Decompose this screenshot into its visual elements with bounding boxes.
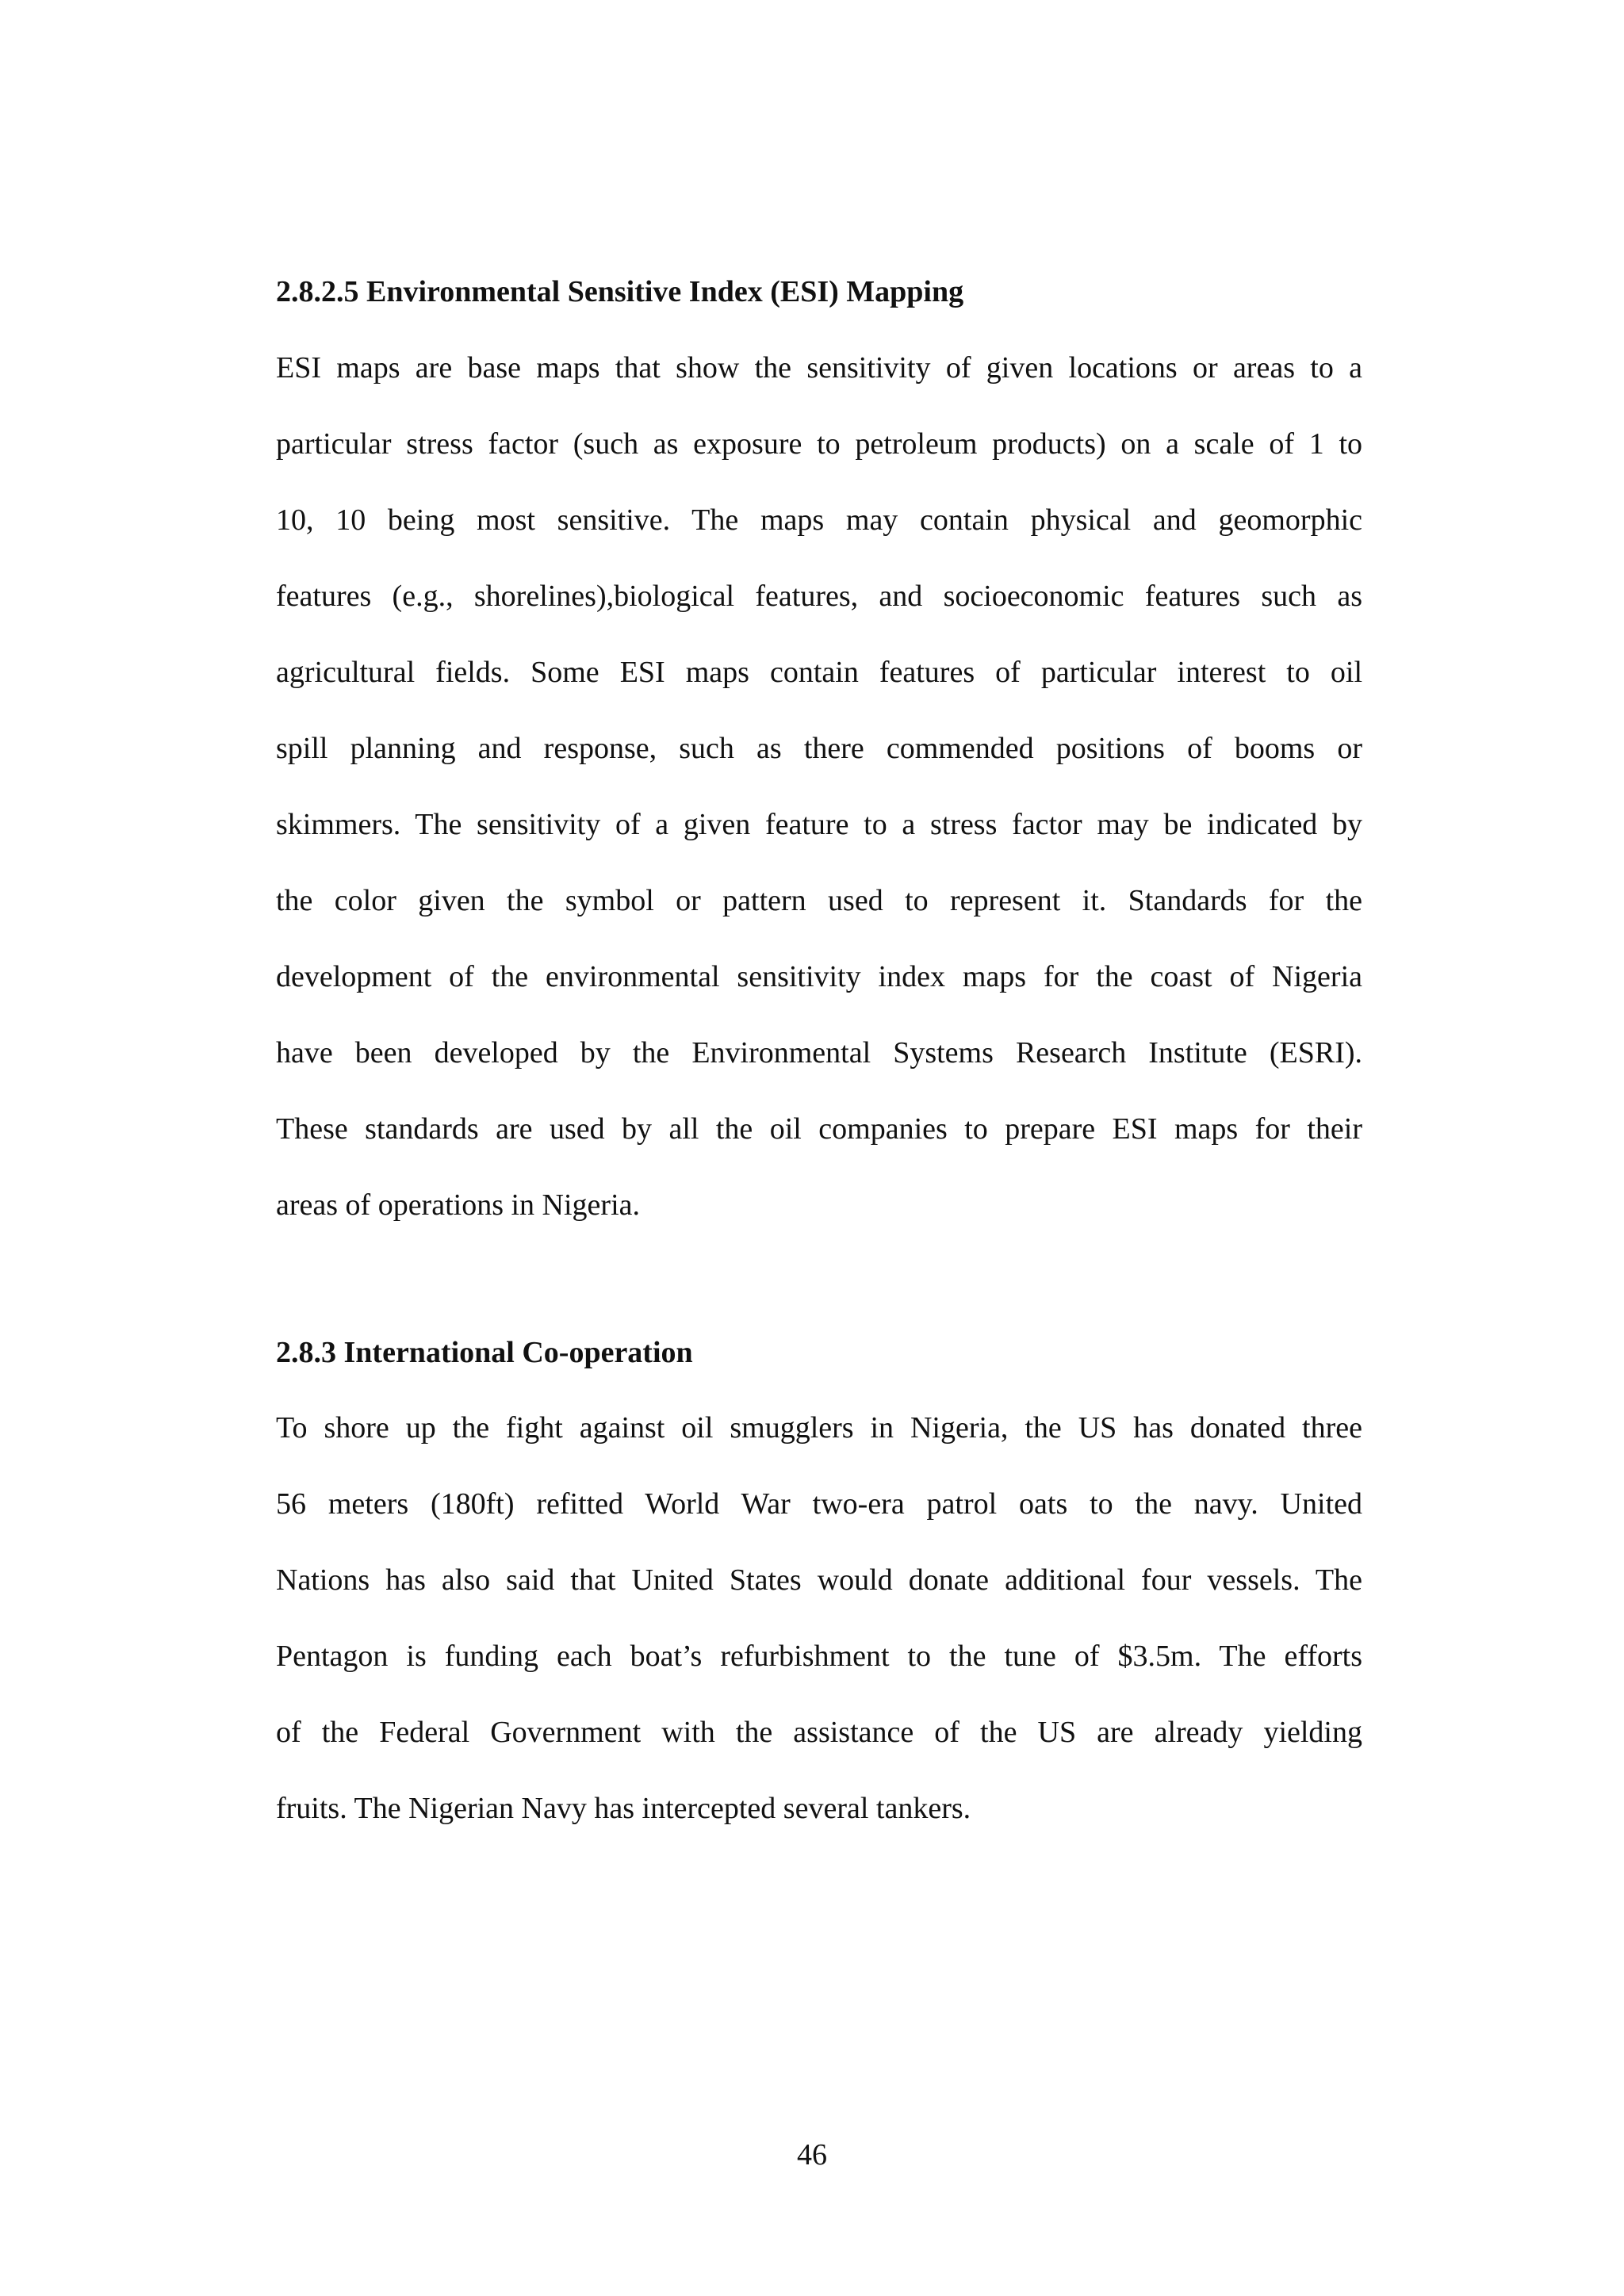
paragraph-esi-mapping — [276, 349, 1362, 1262]
paragraph-line: have been developed by the Environmental Systems Research Institute (ESRI). — [276, 1036, 1362, 1070]
paragraph-line: spill planning and response, such as there commended positions of booms or — [276, 732, 1362, 765]
paragraph-line: of the Federal Government with the assistance of the US are already yielding — [276, 1716, 1362, 1749]
paragraph-line: 10, 10 being most sensitive. The maps may contain physical and geomorphic — [276, 503, 1362, 537]
paragraph-line: areas of operations in Nigeria. — [276, 1188, 640, 1222]
paragraph-line: particular stress factor (such as exposure to petroleum products) on a scale of 1 to — [276, 427, 1362, 461]
paragraph-line: 56 meters (180ft) refitted World War two-era patrol oats to the navy. United — [276, 1487, 1362, 1521]
paragraph-line: development of the environmental sensitivity index maps for the coast of Nigeria — [276, 960, 1362, 993]
paragraph-line: ESI maps are base maps that show the sensitivity of given locations or areas to a — [276, 351, 1362, 385]
paragraph-line: To shore up the fight against oil smugglers in Nigeria, the US has donated three — [276, 1411, 1362, 1445]
paragraph-line: skimmers. The sensitivity of a given feature to a stress factor may be indicated by — [276, 808, 1362, 841]
paragraph-line: features (e.g., shorelines),biological features, and socioeconomic features such as — [276, 580, 1362, 613]
section-heading-international-cooperation: 2.8.3 International Co-operation — [276, 1336, 693, 1369]
paragraph-line: Pentagon is funding each boat’s refurbishment to the tune of $3.5m. The efforts — [276, 1640, 1362, 1673]
page-number: 46 — [797, 2138, 827, 2172]
paragraph-line: agricultural fields. Some ESI maps contain features of particular interest to oil — [276, 656, 1362, 689]
paragraph-line: fruits. The Nigerian Navy has intercepted several tankers. — [276, 1792, 971, 1825]
paragraph-international-cooperation — [276, 1409, 1362, 1866]
section-heading-esi-mapping: 2.8.2.5 Environmental Sensitive Index (ESI) Mapping — [276, 275, 964, 308]
paragraph-line: Nations has also said that United States would donate additional four vessels. The — [276, 1563, 1362, 1597]
paragraph-line: the color given the symbol or pattern used to represent it. Standards for the — [276, 884, 1362, 917]
paragraph-line: These standards are used by all the oil companies to prepare ESI maps for their — [276, 1112, 1362, 1146]
